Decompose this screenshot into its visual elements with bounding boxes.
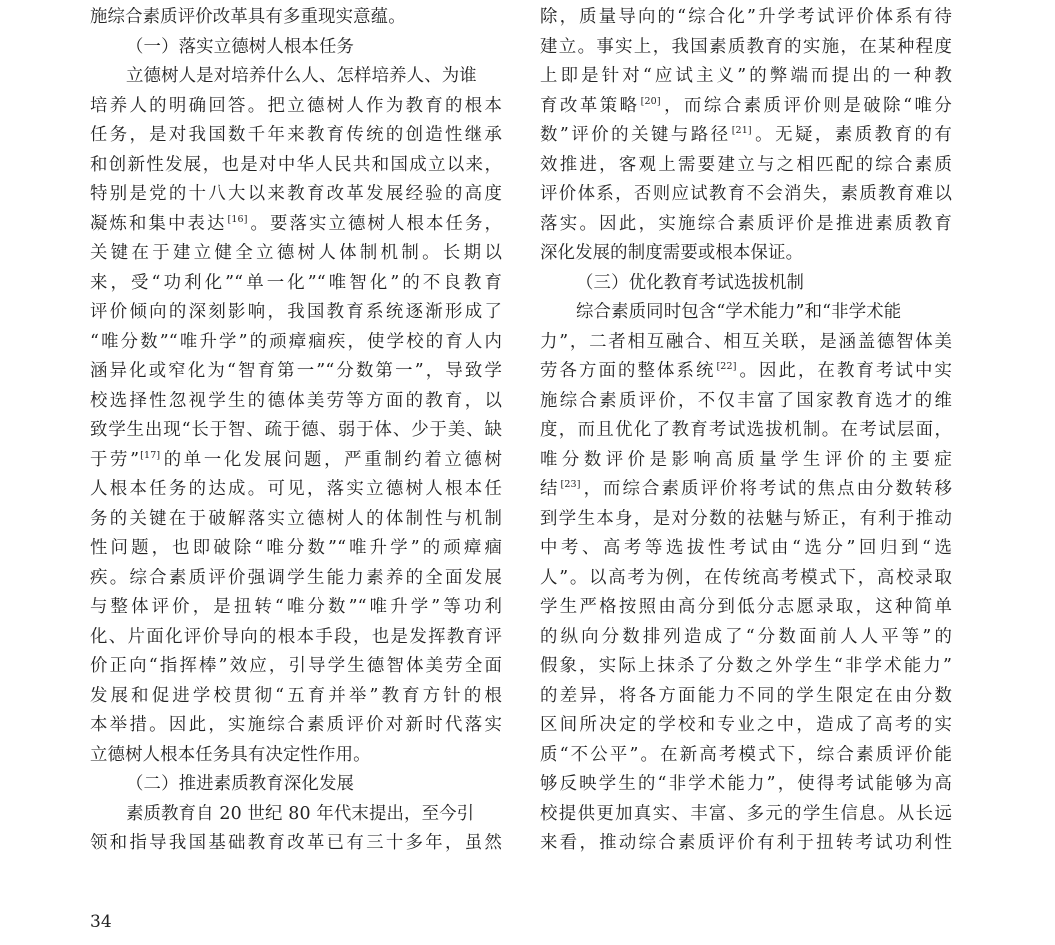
line-text: 中考、高考等选拔性考试由“选分”回归到“选: [540, 538, 952, 558]
text-line: [540, 475, 952, 505]
citation-ref: [21]: [731, 125, 752, 136]
line-text: 深化发展的制度需要或根本保证。: [540, 243, 804, 263]
line-text: 施综合素质评价改革具有多重现实意蕴。: [90, 7, 406, 27]
line-text-continued: 。因此，在教育考试中实: [737, 361, 952, 381]
text-line: [540, 800, 952, 830]
page-number: 34: [90, 912, 112, 932]
line-text-continued: 。要落实立德树人根本任务，: [248, 213, 502, 234]
text-line: [90, 62, 502, 92]
line-text: 区间所决定的学校和专业之中，造成了高考的实: [540, 715, 952, 735]
line-text: 疾。综合素质评价强调学生能力素养的全面发展: [90, 567, 502, 588]
text-line: [90, 741, 502, 771]
citation-ref: [23]: [560, 479, 581, 490]
text-line: [540, 328, 952, 358]
text-line: [540, 121, 952, 151]
line-text: 育改革策略: [540, 95, 640, 116]
text-line: [90, 711, 502, 741]
text-line: [90, 593, 502, 623]
text-line: [540, 416, 952, 446]
text-line: [90, 475, 502, 505]
section-heading: [90, 33, 502, 63]
text-line: [540, 829, 952, 859]
line-text: 人根本任务的达成。可见，落实立德树人根本任: [90, 479, 502, 499]
line-text: 任务，是对我国数千年来教育传统的创造性继承: [90, 125, 502, 145]
text-line: [90, 121, 502, 151]
text-line: [90, 151, 502, 181]
line-text: 校提供更加真实、丰富、多元的学生信息。从长远: [540, 803, 952, 824]
line-text: 化、片面化评价导向的根本手段，也是发挥教育评: [90, 626, 502, 647]
line-text: 立德树人根本任务具有决定性作用。: [90, 744, 371, 765]
line-text: 来看，推动综合素质评价有利于扭转考试功利性: [540, 833, 952, 853]
text-line: [90, 239, 502, 269]
line-text: 施综合素质评价，不仅丰富了国家教育选才的维: [540, 390, 952, 411]
text-line: [90, 387, 502, 417]
text-line: [90, 92, 502, 122]
text-line: [540, 3, 952, 33]
line-text: 质“不公平”。在新高考模式下，综合素质评价能: [540, 744, 952, 765]
line-text: 的差异，将各方面能力不同的学生限定在由分数: [540, 685, 952, 706]
line-text: 上即是针对“应试主义”的弊端而提出的一种教: [540, 66, 952, 86]
line-text: 本举措。因此，实施综合素质评价对新时代落实: [90, 715, 502, 735]
line-text: 度，而且优化了教育考试选拔机制。在考试层面，: [540, 420, 952, 440]
line-text: 够反映学生的“非学术能力”，使得考试能够为高: [540, 774, 952, 794]
text-line: [90, 829, 502, 859]
line-text: 评价体系，否则应试教育不会消失，素质教育难以: [540, 184, 952, 204]
section-heading: [90, 770, 502, 800]
text-line: [540, 682, 952, 712]
text-line: [90, 357, 502, 387]
line-text: 和创新性发展，也是对中华人民共和国成立以来，: [90, 154, 502, 175]
line-text-continued: 。无疑，素质教育的有: [752, 125, 952, 145]
line-text: 的纵向分数排列造成了“分数面前人人平等”的: [540, 626, 952, 647]
text-line: [540, 534, 952, 564]
line-text: 除，质量导向的“综合化”升学考试评价体系有待: [540, 7, 952, 27]
text-line: [540, 239, 952, 269]
right-column: [540, 0, 952, 859]
line-text: 特别是党的十八大以来教育改革发展经验的高度: [90, 184, 502, 204]
text-line: [90, 298, 502, 328]
citation-ref: [16]: [227, 213, 248, 225]
text-line: [90, 534, 502, 564]
text-line: [540, 62, 952, 92]
text-line: [540, 387, 952, 417]
text-line: [90, 180, 502, 210]
line-text: 学生严格按照由高分到低分志愿录取，这种简单: [540, 597, 952, 617]
text-line: [90, 210, 502, 240]
line-text: 性问题，也即破除“唯分数”“唯升学”的顽瘴痼: [90, 538, 502, 558]
line-text: 劳各方面的整体系统: [540, 361, 716, 381]
line-text-continued: ，而综合素质评价则是破除“唯分: [661, 95, 952, 116]
line-text: 价正向“指挥棒”效应，引导学生德智体美劳全面: [90, 656, 502, 676]
text-line: [540, 652, 952, 682]
text-line: [90, 3, 502, 33]
citation-ref: [20]: [640, 95, 661, 107]
line-text: 与整体评价，是扭转“唯分数”“唯升学”等功利: [90, 597, 502, 617]
line-text: 来，受“功利化”“单一化”“唯智化”的不良教育: [90, 272, 502, 293]
line-text: 领和指导我国基础教育改革已有三十多年，虽然: [90, 833, 502, 853]
text-line: [90, 564, 502, 594]
line-text: 发展和促进学校贯彻“五育并举”教育方针的根: [90, 685, 502, 706]
citation-ref: [17]: [140, 449, 161, 461]
text-line: [90, 800, 502, 830]
line-text: 立德树人是对培养什么人、怎样培养人、为谁: [126, 66, 477, 86]
line-text: 培养人的明确回答。把立德树人作为教育的根本: [90, 95, 502, 116]
line-text: 综合素质同时包含“学术能力”和“非学术能: [576, 302, 902, 322]
text-line: [90, 505, 502, 535]
line-text: 效推进，客观上需要建立与之相匹配的综合素质: [540, 154, 952, 175]
citation-ref: [22]: [716, 361, 737, 372]
text-line: [90, 416, 502, 446]
text-line: [540, 741, 952, 771]
line-text: 评价倾向的深刻影响，我国教育系统逐渐形成了: [90, 302, 502, 322]
line-text: 凝炼和集中表达: [90, 213, 227, 234]
line-text: 力”，二者相互融合、相互关联，是涵盖德智体美: [540, 331, 952, 352]
text-line: [540, 770, 952, 800]
line-text: 涵异化或窄化为“智育第一”“分数第一”，导致学: [90, 361, 502, 381]
line-text: 于劳”: [90, 449, 140, 470]
line-text: 结: [540, 479, 560, 499]
line-text: （二）推进素质教育深化发展: [126, 774, 355, 794]
line-text: 致学生出现“长于智、疏于德、弱于体、少于美、缺: [90, 420, 502, 440]
text-line: [540, 446, 952, 476]
line-text: 数”评价的关键与路径: [540, 125, 731, 145]
section-heading: [540, 269, 952, 299]
text-line: [540, 711, 952, 741]
text-line: [90, 446, 502, 476]
line-text: 落实。因此，实施综合素质评价是推进素质教育: [540, 213, 952, 234]
line-text: 务的关键在于破解落实立德树人的体制性与机制: [90, 508, 502, 529]
text-line: [90, 328, 502, 358]
left-column: [90, 0, 502, 859]
text-line: [540, 298, 952, 328]
text-line: [540, 33, 952, 63]
text-line: [90, 682, 502, 712]
text-line: [540, 180, 952, 210]
line-text: 关键在于建立健全立德树人体制机制。长期以: [90, 243, 502, 263]
line-text: “唯分数”“唯升学”的顽瘴痼疾，使学校的育人内: [90, 331, 502, 352]
line-text: 到学生本身，是对分数的祛魅与矫正，有利于推动: [540, 508, 952, 529]
line-text: 素质教育自 20 世纪 80 年代末提出，至今引: [126, 803, 475, 824]
line-text: （一）落实立德树人根本任务: [126, 36, 355, 57]
text-line: [90, 623, 502, 653]
text-line: [540, 357, 952, 387]
text-line: [540, 151, 952, 181]
line-text-continued: 的单一化发展问题，严重制约着立德树: [161, 449, 502, 470]
line-text: 校选择性忽视学生的德体美劳等方面的教育，以: [90, 390, 502, 411]
text-line: [540, 593, 952, 623]
text-line: [540, 92, 952, 122]
text-line: [540, 210, 952, 240]
text-line: [90, 269, 502, 299]
line-text-continued: ，而综合素质评价将考试的焦点由分数转移: [581, 479, 952, 499]
line-text: 唯分数评价是影响高质量学生评价的主要症: [540, 449, 952, 470]
line-text: 建立。事实上，我国素质教育的实施，在某种程度: [540, 36, 952, 57]
text-line: [540, 505, 952, 535]
line-text: 人”。以高考为例，在传统高考模式下，高校录取: [540, 567, 952, 588]
line-text: （三）优化教育考试选拔机制: [576, 272, 805, 293]
line-text: 假象，实际上抹杀了分数之外学生“非学术能力”: [540, 656, 952, 676]
text-line: [540, 564, 952, 594]
text-line: [90, 652, 502, 682]
text-line: [540, 623, 952, 653]
